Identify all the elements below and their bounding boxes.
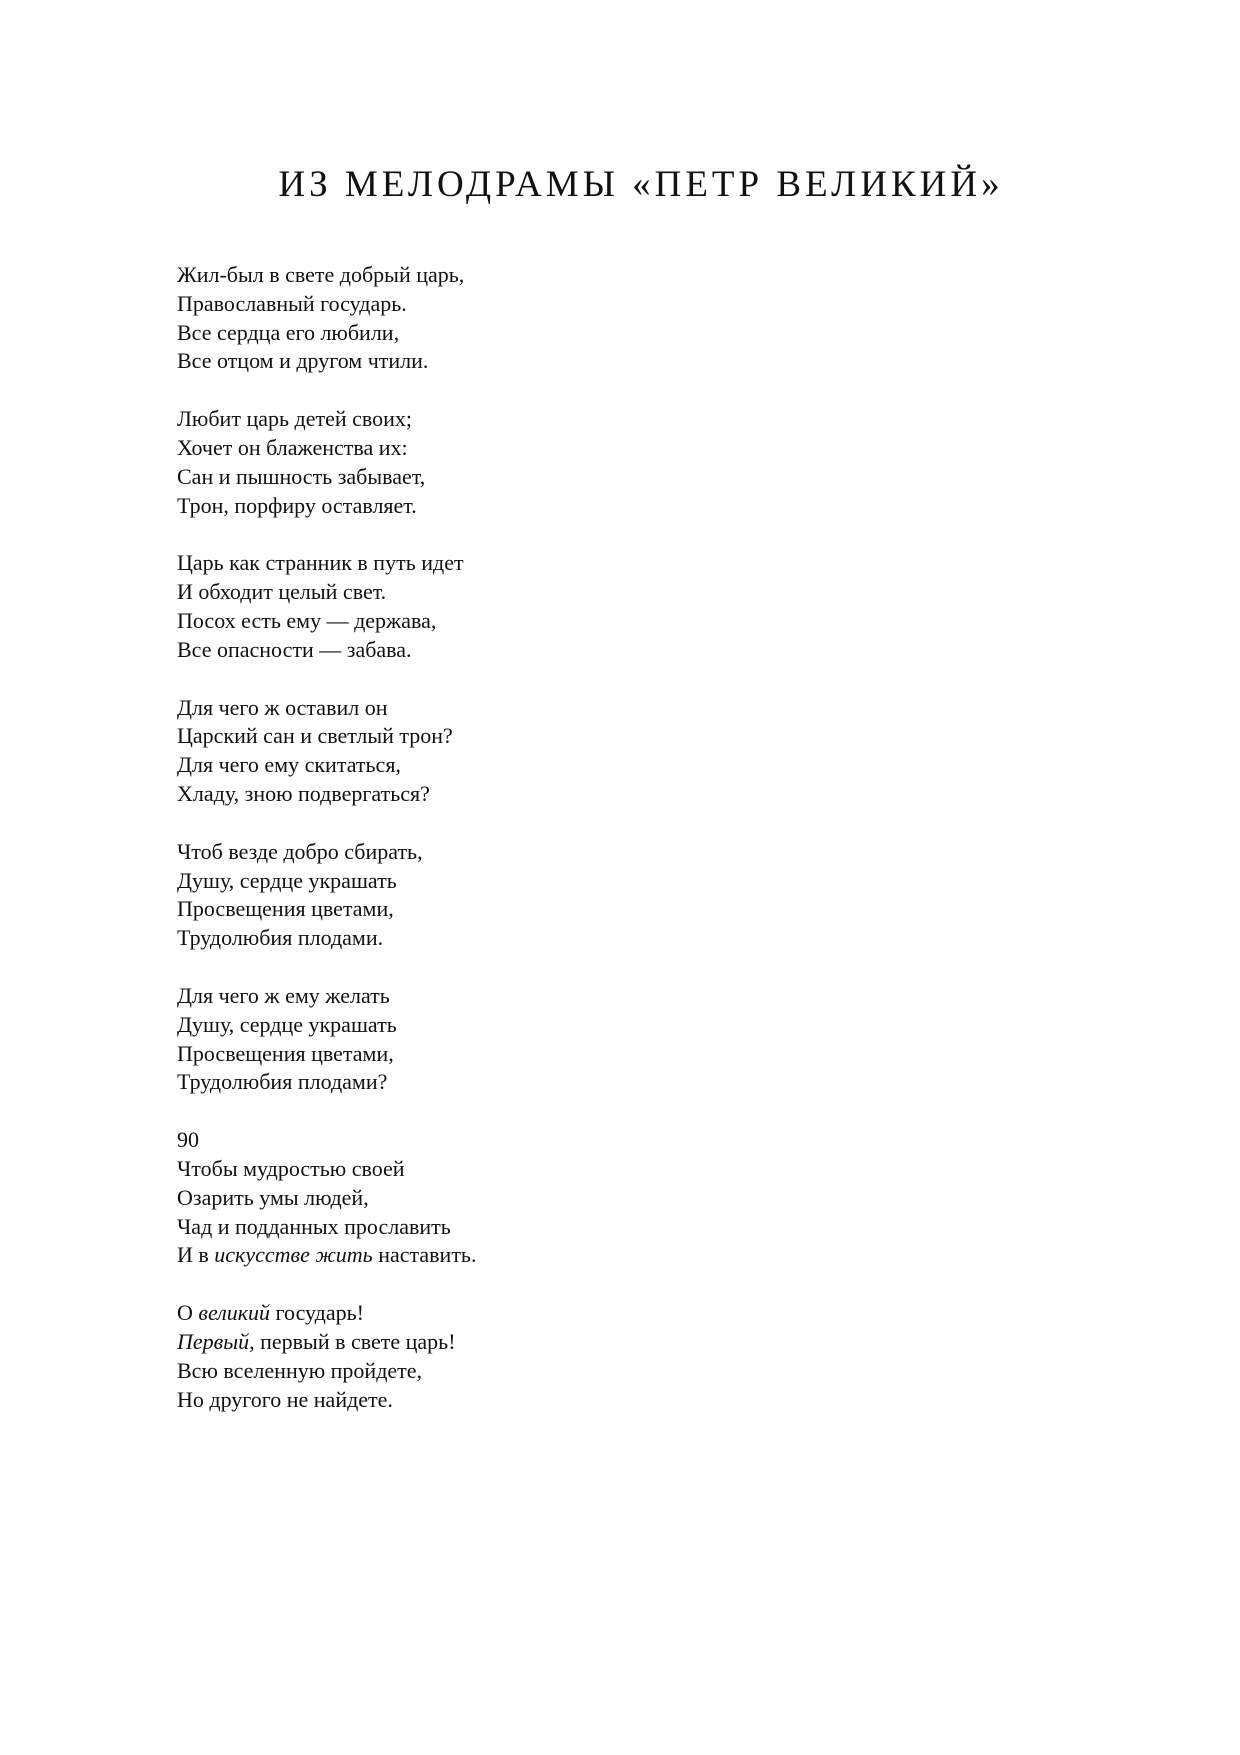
text-segment: Просвещения цветами,	[177, 896, 394, 922]
text-segment: Для чего ж ему желать	[177, 982, 390, 1008]
text-segment: государь!	[270, 1300, 364, 1326]
poem-line	[177, 492, 1077, 521]
poem-line	[177, 261, 1077, 290]
text-segment: Жил-был в свете добрый царь,	[177, 262, 465, 287]
text-segment: Все сердца его любили,	[177, 319, 400, 345]
poem-line	[177, 982, 1077, 1011]
stanza	[177, 838, 1077, 953]
text-segment: Душу, сердце украшать	[177, 1011, 397, 1037]
poem-line	[177, 434, 1077, 463]
text-segment: Всю вселенную пройдете,	[177, 1357, 423, 1383]
poem-line	[177, 867, 1077, 896]
stanza	[177, 1299, 1077, 1414]
poem-line	[177, 1011, 1077, 1040]
poem-line	[177, 1299, 1077, 1328]
poem-line	[177, 578, 1077, 607]
text-segment: Царь как странник в путь идет	[177, 550, 464, 576]
text-segment: Трон, порфиру оставляет.	[177, 492, 417, 518]
poem-line	[177, 694, 1077, 723]
poem-line	[177, 1328, 1077, 1357]
text-segment: Чтобы мудростью своей	[177, 1155, 405, 1181]
poem-line	[177, 1241, 1077, 1270]
text-segment: Хладу, зною подвергаться?	[177, 780, 430, 806]
text-segment: 90	[177, 1127, 199, 1153]
stanza	[177, 982, 1077, 1097]
text-segment: Посох есть ему — держава,	[177, 607, 437, 633]
poem-line	[177, 780, 1077, 809]
poem-body	[177, 261, 1077, 1443]
poem-line	[177, 290, 1077, 319]
text-segment: Трудолюбия плодами.	[177, 925, 384, 951]
text-segment: Трудолюбия плодами?	[177, 1069, 388, 1095]
poem-line	[177, 463, 1077, 492]
poem-line	[177, 1357, 1077, 1386]
italic-text: Первый,	[177, 1328, 255, 1354]
text-segment: Чтоб везде добро сбирать,	[177, 838, 423, 864]
poem-line	[177, 1126, 1077, 1155]
text-segment: Все опасности — забава.	[177, 636, 412, 662]
text-segment: Любит царь детей своих;	[177, 406, 413, 432]
text-segment: Хочет он блаженства их:	[177, 434, 408, 460]
poem-line	[177, 895, 1077, 924]
text-segment: О	[177, 1300, 199, 1326]
stanza	[177, 261, 1077, 376]
poem-line	[177, 319, 1077, 348]
italic-text: великий	[198, 1300, 271, 1326]
text-segment: Озарить умы людей,	[177, 1184, 369, 1210]
poem-line	[177, 838, 1077, 867]
text-segment: Но другого не найдете.	[177, 1386, 393, 1412]
text-segment: И обходит целый свет.	[177, 579, 387, 605]
poem-line	[177, 607, 1077, 636]
text-segment: Для чего ж оставил он	[177, 694, 388, 720]
text-segment: И в	[177, 1242, 215, 1268]
poem-line	[177, 751, 1077, 780]
poem-line	[177, 1068, 1077, 1097]
text-segment: Просвещения цветами,	[177, 1040, 394, 1066]
poem-line	[177, 1155, 1077, 1184]
text-segment: Православный государь.	[177, 290, 407, 316]
poem-line	[177, 405, 1077, 434]
italic-text: искусстве жить	[214, 1242, 373, 1268]
text-segment: Все отцом и другом чтили.	[177, 348, 429, 374]
poem-line	[177, 549, 1077, 578]
text-segment: Для чего ему скитаться,	[177, 752, 401, 778]
text-segment: Душу, сердце украшать	[177, 867, 397, 893]
poem-line	[177, 924, 1077, 953]
stanza	[177, 549, 1077, 664]
text-segment: первый в свете царь!	[254, 1328, 456, 1354]
poem-line	[177, 1213, 1077, 1242]
poem-line	[177, 636, 1077, 665]
stanza	[177, 1126, 1077, 1270]
stanza	[177, 694, 1077, 809]
text-segment: Сан и пышность забывает,	[177, 463, 426, 489]
poem-line	[177, 347, 1077, 376]
text-segment: Чад и подданных прославить	[177, 1213, 451, 1239]
poem-line	[177, 722, 1077, 751]
stanza	[177, 405, 1077, 520]
poem-line	[177, 1386, 1077, 1415]
poem-line	[177, 1184, 1077, 1213]
text-segment: наставить.	[372, 1242, 477, 1268]
page-title: ИЗ МЕЛОДРАМЫ «ПЕТР ВЕЛИКИЙ»	[278, 164, 1004, 205]
text-segment: Царский сан и светлый трон?	[177, 723, 453, 749]
poem-line	[177, 1040, 1077, 1069]
